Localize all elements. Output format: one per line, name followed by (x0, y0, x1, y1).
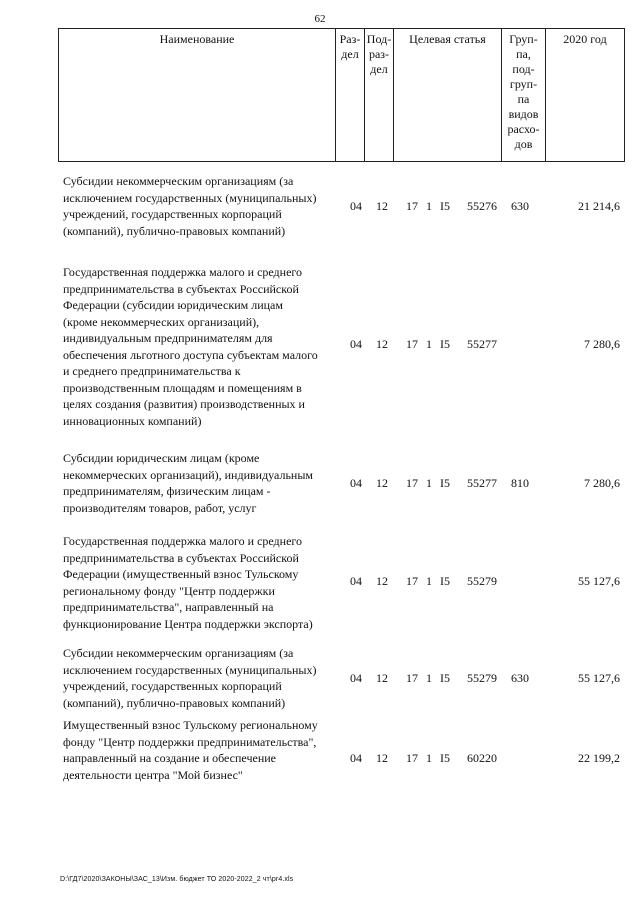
row-vr: 630 (511, 671, 529, 685)
row-cs1: 17 (406, 476, 418, 490)
row-razdel: 04 (350, 574, 362, 588)
row-name: Имущественный взнос Тульскому региональному фонду "Центр поддержки предпринимательства", направленный на создание и обеспечение деятельности центра "Мой бизнес" (63, 718, 318, 782)
file-path-footer: D:\ГД7\2020\ЗАКОНЫ\ЗАС_13\Изм. бюджет ТО 2020-2022_2 чт\pr4.xls (60, 876, 294, 883)
row-cs2: 1 (426, 671, 432, 685)
header-subsection: Под- раз- дел (365, 29, 394, 161)
row-cs2: 1 (426, 574, 432, 588)
row-podrazdel: 12 (376, 574, 388, 588)
row-cs3: I5 (440, 574, 450, 588)
row-razdel: 04 (350, 199, 362, 213)
row-podrazdel: 12 (376, 199, 388, 213)
row-amount: 7 280,6 (584, 337, 620, 351)
row-cs2: 1 (426, 751, 432, 765)
row-podrazdel: 12 (376, 337, 388, 351)
row-amount: 55 127,6 (578, 671, 620, 685)
header-expense-group: Груп- па, под- груп- па видов расхо- дов (502, 29, 546, 161)
row-name: Государственная поддержка малого и среднего предпринимательства в субъектах Российской Федерации (субсидии юридическим лицам (кроме некоммерческих организаций), индивидуальным предпринимателям для обеспечения льготного доступа субъектам малого и среднего предпринимательства к производственным площадям и помещениям в целях создания (развития) производственных и инновационных компаний) (63, 265, 318, 428)
row-cs3: I5 (440, 476, 450, 490)
row-cs1: 17 (406, 574, 418, 588)
row-amount: 7 280,6 (584, 476, 620, 490)
row-podrazdel: 12 (376, 751, 388, 765)
row-name: Субсидии некоммерческим организациям (за исключением государственных (муниципальных) учреждений, государственных корпораций (компаний), публично-правовых компаний) (63, 646, 317, 710)
row-cs2: 1 (426, 199, 432, 213)
row-razdel: 04 (350, 671, 362, 685)
header-year: 2020 год (563, 32, 607, 46)
row-podrazdel: 12 (376, 671, 388, 685)
header-section: Раз- дел (336, 29, 365, 161)
row-cs4: 55279 (467, 671, 497, 685)
row-cs3: I5 (440, 337, 450, 351)
row-cs1: 17 (406, 671, 418, 685)
row-cs3: I5 (440, 671, 450, 685)
row-vr: 810 (511, 476, 529, 490)
row-cs2: 1 (426, 476, 432, 490)
row-cs4: 55277 (467, 337, 497, 351)
row-cs4: 55279 (467, 574, 497, 588)
header-target-article: Целевая статья (394, 29, 502, 161)
row-cs4: 55276 (467, 199, 497, 213)
row-amount: 55 127,6 (578, 574, 620, 588)
header-name: Наименование (59, 29, 336, 161)
row-amount: 22 199,2 (578, 751, 620, 765)
row-name: Субсидии некоммерческим организациям (за исключением государственных (муниципальных) учреждений, государственных корпораций (компаний), публично-правовых компаний) (63, 174, 317, 238)
row-razdel: 04 (350, 337, 362, 351)
row-cs3: I5 (440, 199, 450, 213)
row-cs1: 17 (406, 337, 418, 351)
table-header (58, 28, 625, 162)
row-razdel: 04 (350, 476, 362, 490)
row-name: Государственная поддержка малого и среднего предпринимательства в субъектах Российской Федерации (имущественный взнос Тульскому региональному фонду "Центр поддержки предпринимательства", направленный на функционирование Центра поддержки экспорта) (63, 534, 313, 631)
row-cs1: 17 (406, 199, 418, 213)
row-vr: 630 (511, 199, 529, 213)
row-name: Субсидии юридическим лицам (кроме некоммерческих организаций), индивидуальным предпринимателям, физическим лицам - производителям товаров, работ, услуг (63, 451, 313, 515)
row-cs2: 1 (426, 337, 432, 351)
row-amount: 21 214,6 (578, 199, 620, 213)
page-number: 62 (314, 13, 326, 25)
row-cs1: 17 (406, 751, 418, 765)
row-cs4: 60220 (467, 751, 497, 765)
row-podrazdel: 12 (376, 476, 388, 490)
row-cs4: 55277 (467, 476, 497, 490)
row-cs3: I5 (440, 751, 450, 765)
row-razdel: 04 (350, 751, 362, 765)
